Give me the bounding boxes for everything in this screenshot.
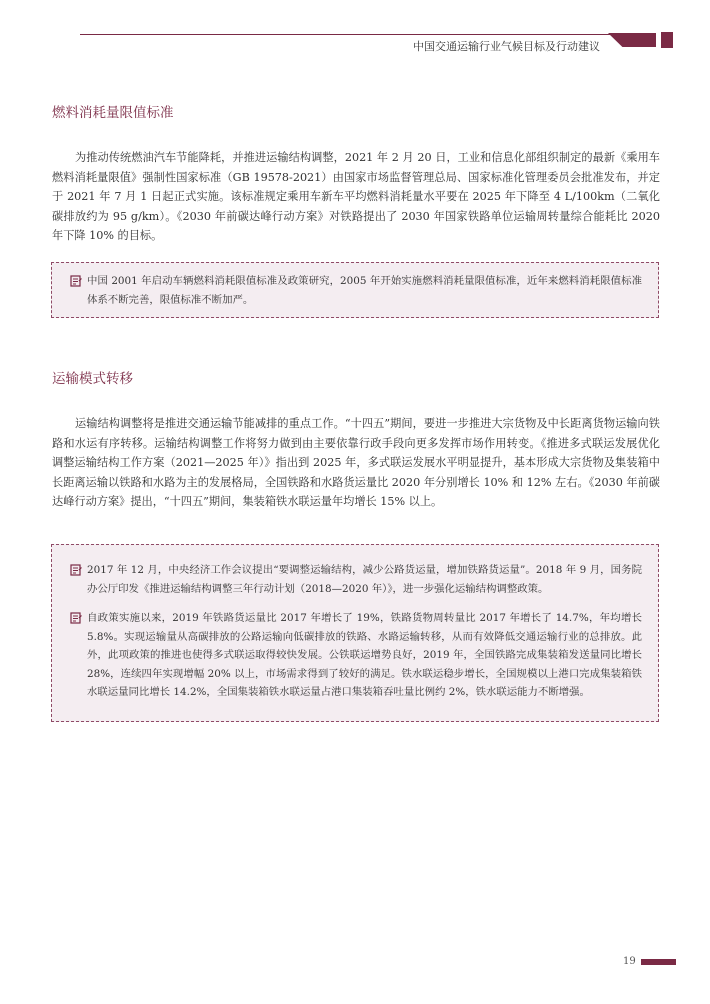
header-accent-block [661,32,673,48]
header-accent-bar [608,33,656,47]
section-paragraph-fuel-standard: 为推动传统燃油汽车节能降耗，并推进运输结构调整，2021 年 2 月 20 日，工业和信息化部组织制定的最新《乘用车燃料消耗量限值》强制性国家标准（GB 19578-2021）由国家市场监督管理总局、国家标准化管理委员会批准发布，并定于 2021 年 7 月 1 日起正式实施。该标准规定乘用车新车平均燃料消耗量水平要在 2025 年下降至 4 L/100km（二氧化碳排放约为 95 g/km）。《2030 年前碳达峰行动方案》对铁路提出了 2030 年国家铁路单位运输周转量综合能耗比 2020 年下降 10% 的目标。 [52,151,660,242]
page-number-bar [641,959,676,965]
note-item [70,609,642,702]
note-text: 2017 年 12 月，中央经济工作会议提出“要调整运输结构，减少公路货运量，增加铁路货运量”。2018 年 9 月，国务院办公厅印发《推进运输结构调整三年行动计划（2018—2020 年）》，进一步强化运输结构调整政策。 [87,564,642,595]
note-box-fuel-standard [51,262,659,318]
section-paragraph-mode-shift: 运输结构调整将是推进交通运输节能减排的重点工作。“十四五”期间，要进一步推进大宗货物及中长距离货物运输向铁路和水运有序转移。运输结构调整工作将努力做到由主要依靠行政手段向更多发挥市场作用转变。《推进多式联运发展优化调整运输结构工作方案（2021—2025 年）》指出到 2025 年，多式联运发展水平明显提升，基本形成大宗货物及集装箱中长距离运输以铁路和水路为主的发展格局，全国铁路和水路货运量比 2020 年分别增长 10% 和 12% 左右。《2030 年前碳达峰行动方案》提出，“十四五”期间，集装箱铁水联运量年均增长 15% 以上。 [52,417,660,508]
running-header-title: 中国交通运输行业气候目标及行动建议 [413,40,600,53]
note-text: 中国 2001 年启动车辆燃料消耗限值标准及政策研究，2005 年开始实施燃料消耗量限值标准，近年来燃料消耗限值标准体系不断完善，限值标准不断加严。 [87,275,642,306]
header-rule [80,34,650,35]
note-text: 自政策实施以来，2019 年铁路货运量比 2017 年增长了 19%，铁路货物周转量比 2017 年增长了 14.7%，年均增长 5.8%。实现运输量从高碳排放的公路运输向低碳排放的铁路、水路运输转移，从而有效降低交通运输行业的总排放。此外，此项政策的推进也使得多式联运取得较快发展。公铁联运增势良好，2019 年，全国铁路完成集装箱发送量同比增长 28%，连续四年实现增幅 20% 以上，市场需求得到了较好的满足。铁水联运稳步增长，全国规模以上港口完成集装箱铁水联运量同比增长 14.2%，全国集装箱铁水联运量占港口集装箱吞吐量比例约 2%，铁水联运能力不断增强。 [87,612,642,698]
note-box-mode-shift [51,544,659,722]
note-icon [70,612,82,624]
page-number: 19 [623,956,636,967]
note-icon [70,275,82,287]
note-item [70,561,642,598]
section-heading-fuel-standard: 燃料消耗量限值标准 [52,105,174,121]
note-icon [70,564,82,576]
note-item [70,272,642,309]
section-heading-mode-shift: 运输模式转移 [52,371,133,387]
